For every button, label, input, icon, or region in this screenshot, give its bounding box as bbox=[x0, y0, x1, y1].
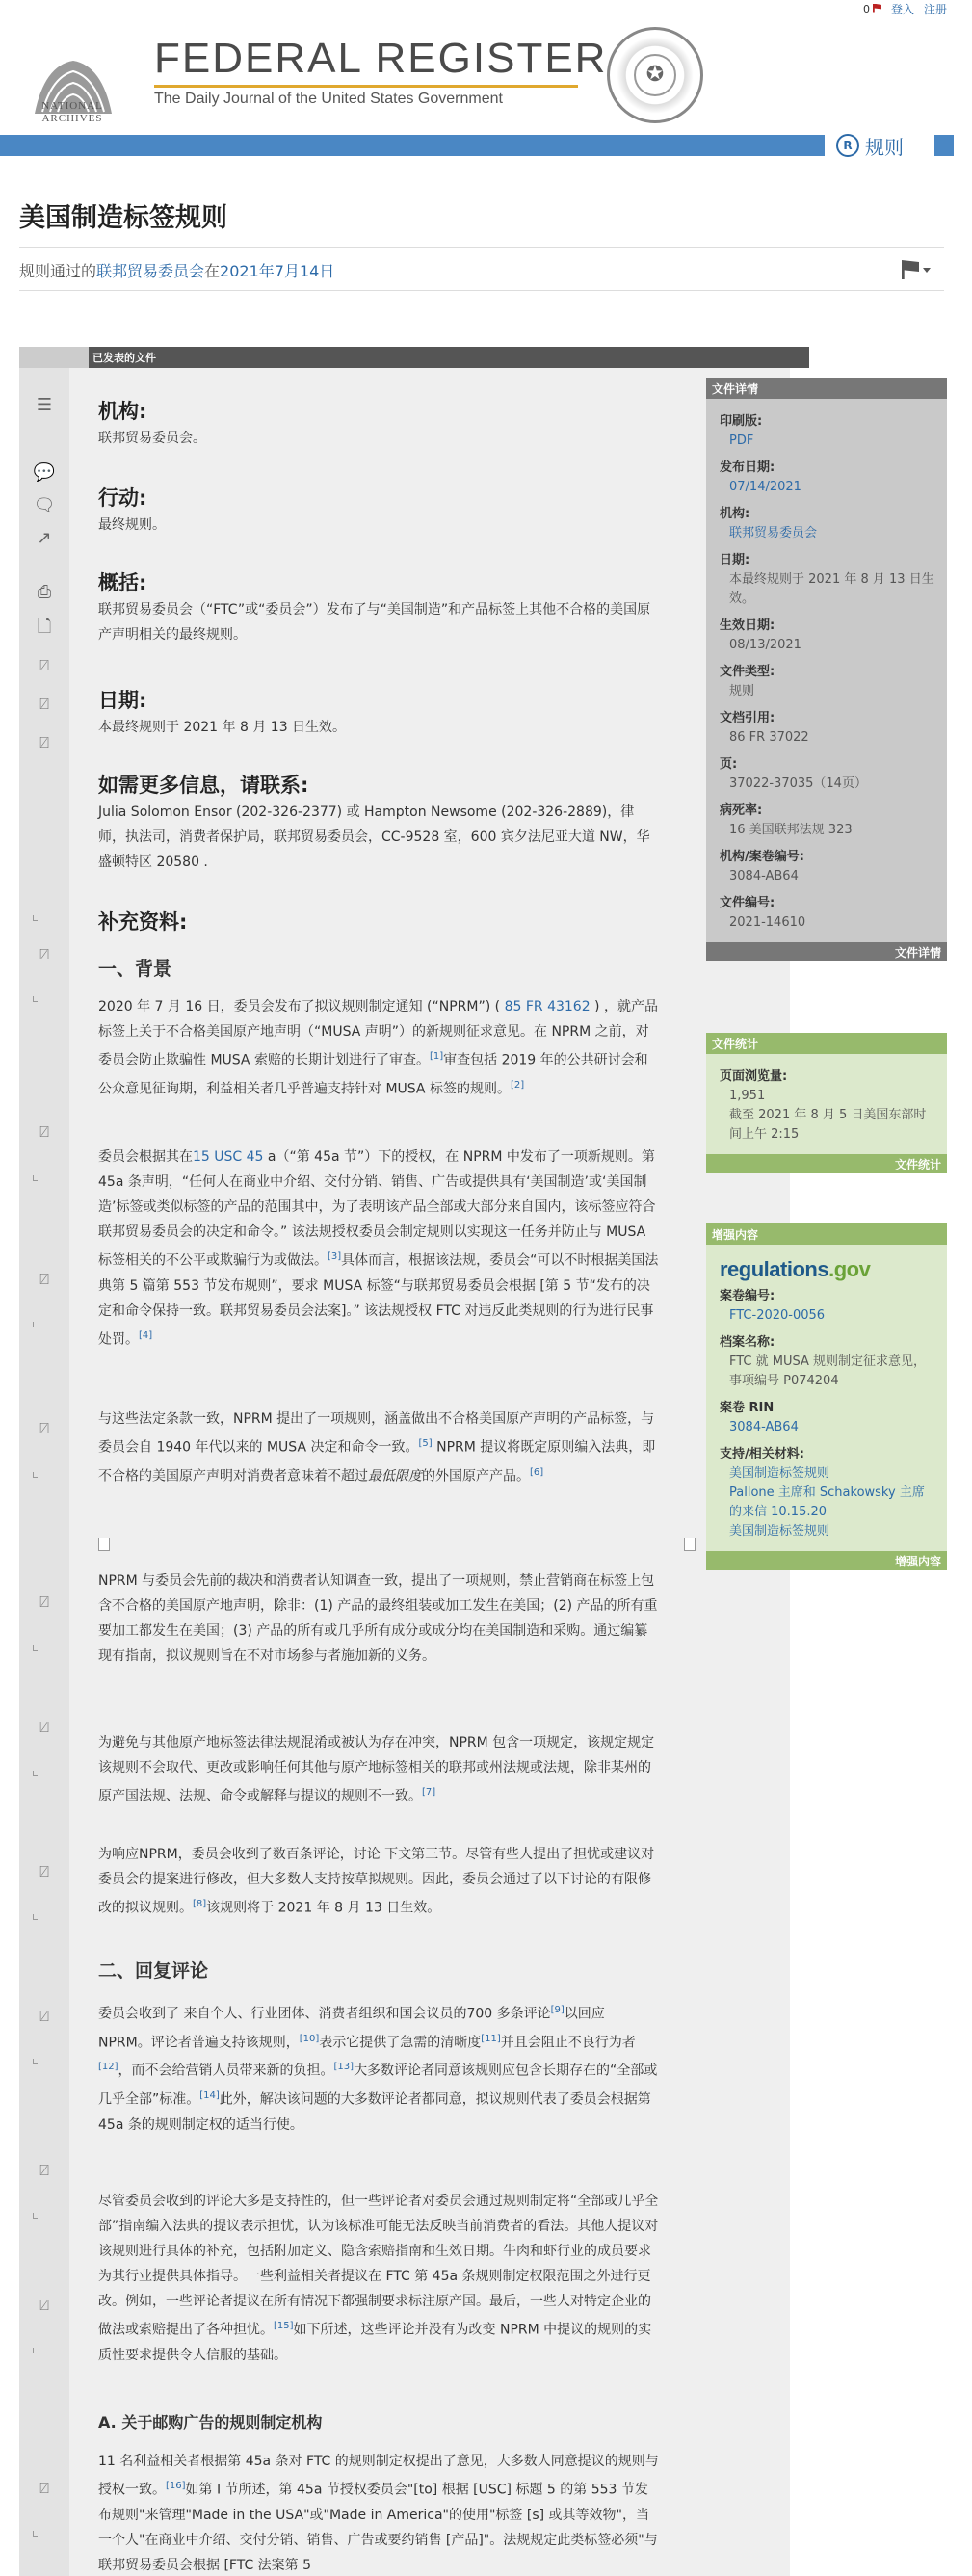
eagle-icon: ✪ bbox=[634, 54, 676, 96]
footnote-link[interactable]: [15] bbox=[274, 2321, 294, 2331]
footnote-link[interactable]: [6] bbox=[530, 1466, 544, 1478]
publication-date-link[interactable]: 2021年7月14日 bbox=[220, 262, 335, 280]
paragraph: 委员会收到了 来自个人、行业团体、消费者组织和国会议员的700 多条评论[9]以回应 NPRM。评论者普遍支持该规则，[10]表示它提供了急需的清晰度[11]并且会阻止不良行为者[12]，而不会给营销人员带来新的负担。[13]大多数评论者同意该规则应包含长期存在的“全部或几乎全部”标准。[14]此外，解决该问题的大多数评论者都同意，拟议规则代表了委员会根据第 45a 条的规则制定权的适当行使。 bbox=[98, 2005, 658, 2133]
title-underline bbox=[154, 85, 578, 88]
register-link[interactable]: 注册 bbox=[923, 2, 947, 16]
background-heading: 一、背景 bbox=[98, 959, 172, 980]
archives-seal-icon bbox=[607, 27, 703, 123]
pdf-icon[interactable]: ⍁ bbox=[39, 656, 49, 674]
header-band bbox=[0, 135, 825, 156]
pdf-page-icon[interactable]: ⍁ bbox=[39, 1419, 49, 1437]
national-archives-eagle-logo[interactable] bbox=[25, 37, 121, 143]
flag-menu-button[interactable] bbox=[902, 259, 931, 280]
action-section: 行动: 最终规则。 bbox=[98, 484, 659, 538]
rin-link[interactable]: 3084-AB64 bbox=[729, 1420, 799, 1434]
page-marker-icon[interactable] bbox=[684, 1538, 696, 1551]
pdf-page-icon[interactable]: ⍁ bbox=[39, 2479, 49, 2497]
dates-heading: 日期: bbox=[98, 689, 147, 712]
comment-icon[interactable]: 💬 bbox=[33, 462, 56, 483]
background-section bbox=[98, 956, 659, 983]
contact-heading: 如需更多信息，请联系: bbox=[98, 774, 309, 797]
pdf-page-icon[interactable]: ⍁ bbox=[39, 945, 49, 963]
rule-label: 规则 bbox=[865, 135, 904, 159]
paragraph: 与这些法定条款一致，NPRM 提出了一项规则，涵盖做出不合格美国原产声明的产品标签，与委员会自 1940 年代以来的 MUSA 决定和命令一致。[5] NPRM 提议将既定原则编入法典，即不合格的美国原产声明对消费者意味着不超过最低限度的外国原产产品。[6] bbox=[98, 1411, 656, 1485]
user-bar bbox=[863, 0, 947, 17]
action-heading: 行动: bbox=[98, 486, 147, 510]
rule-icon: R bbox=[836, 134, 859, 157]
document-toolbar bbox=[19, 368, 69, 2576]
comments-icon[interactable]: 🗨 bbox=[33, 495, 56, 515]
usc-link[interactable]: 15 USC 45 bbox=[193, 1149, 264, 1165]
footnote-link[interactable]: [10] bbox=[299, 2033, 320, 2044]
paragraph: NPRM 与委员会先前的裁决和消费者认知调查一致，提出了一项规则，禁止营销商在标签上包含不合格的美国原产地声明，除非：(1) 产品的最终组装或加工发生在美国；(2) 产品的所有重要加工都发生在美国；(3) 产品的所有或几乎所有成分或成分均在美国制造和采购。通过编纂现有指南，拟议规则旨在不对市场参与者施加新的义务。 bbox=[98, 1573, 658, 1664]
paragraph: 2020 年 7 月 16 日，委员会发布了拟议规则制定通知 (“NPRM”) ( 85 FR 43162 ) ，就产品标签上关于不合格美国原产地声明（“MUSA 声明”）的新规则征求意见。在 NPRM 之前，对委员会防止欺骗性 MUSA 索赔的长期计划进行了审查。[1]审查包括 2019 年的公共研讨会和公众意见征询期，利益相关者几乎普遍支持针对 MUSA 标签的规则。[2] bbox=[98, 999, 658, 1097]
pdf-page-icon[interactable]: ⍁ bbox=[39, 1592, 49, 1611]
agency-link[interactable]: 联邦贸易委员会 bbox=[96, 262, 205, 280]
document-type-rule[interactable] bbox=[836, 131, 904, 160]
document-details-panel: 文件详情 印刷版: PDF 发布日期: 07/14/2021 机构: 联邦贸易委员会 日期: 本最终规则于 2021 年 8 月 13 日生效。 生效日期: 08/13/2021 文件类型: 规则 文档引用: 86 FR 37022 页: 37022-37035（14页） 病死率: 16 美国联邦法规 323 机构/案卷编号: 3084-AB64 文件编号: 2021-14610 文件详情 bbox=[706, 378, 947, 961]
comments-section bbox=[98, 1958, 659, 1985]
comments-heading: 二、回复评论 bbox=[98, 1960, 209, 1982]
flag-icon bbox=[873, 4, 881, 13]
paragraph: 11 名利益相关者根据第 45a 条对 FTC 的规则制定权提出了意见，大多数人同意提议的规则与授权一致。[16]如第 I 节所述，第 45a 节授权委员会"[to] 根据 [USC] 标题 5 的第 553 节发布规则"来管理"Made in the USA"或"Made in America"的使用"标签 [s] 或其等效物"，当一个人"在商业中介绍、交付分销、销售、广告或要约销售 [产品]"。法规规定此类标签必须"与联邦贸易委员会根据 [FTC 法案第 5 bbox=[98, 2454, 659, 2573]
pdf-page-icon[interactable]: ⍁ bbox=[39, 2161, 49, 2179]
pdf-page-icon[interactable]: ⍁ bbox=[39, 1122, 49, 1141]
publication-date-link[interactable]: 07/14/2021 bbox=[729, 480, 801, 494]
pdf-page-icon[interactable]: ⍁ bbox=[39, 2007, 49, 2025]
document-statistics-panel: 文件统计 页面浏览量: 1,951 截至 2021 年 8 月 5 日美国东部时间上午 2:15 文件统计 bbox=[706, 1033, 947, 1173]
site-header bbox=[0, 17, 972, 131]
footnote-link[interactable]: [13] bbox=[333, 2062, 355, 2073]
print-icon[interactable]: ⎙ bbox=[37, 582, 52, 602]
footnote-link[interactable]: [7] bbox=[422, 1787, 436, 1798]
pdf-icon[interactable]: ⍁ bbox=[39, 733, 49, 751]
regulations-gov-logo[interactable]: regulations.gov bbox=[720, 1257, 871, 1281]
footnote-link[interactable]: [9] bbox=[550, 2005, 565, 2015]
paragraph: 为避免与其他原产地标签法律法规混淆或被认为存在冲突，NPRM 包含一项规定，该规定规定该规则不会取代、更改或影响任何其他与原产地标签相关的联邦或州法规或法规，除非某州的原产国法规、法规、命令或解释与提议的规则不一致。[7] bbox=[98, 1735, 655, 1804]
pdf-icon[interactable]: ⍁ bbox=[39, 695, 49, 713]
federal-register-subtitle: The Daily Journal of the United States Government bbox=[154, 91, 503, 107]
published-document-tab: 已发表的文件 bbox=[89, 347, 809, 368]
agency-section: 机构: 联邦贸易委员会。 bbox=[98, 397, 659, 451]
pdf-page-icon[interactable]: ⍁ bbox=[39, 2296, 49, 2314]
pdf-page-icon[interactable]: ⍁ bbox=[39, 1862, 49, 1880]
agency-heading: 机构: bbox=[98, 400, 147, 423]
supporting-material-link[interactable]: 美国制造标签规则 bbox=[729, 1524, 830, 1538]
pdf-page-icon[interactable]: ⍁ bbox=[39, 1270, 49, 1288]
chevron-down-icon bbox=[923, 268, 931, 273]
pdf-page-icon[interactable]: ⍁ bbox=[39, 1718, 49, 1736]
paragraph: 为响应NPRM，委员会收到了数百条评论，讨论 下文第三节。尽管有些人提出了担忧或建议对委员会的提案进行修改，但大多数人支持按草拟规则。因此，委员会通过了以下讨论的有限修改的拟议规则。[8]该规则将于 2021 年 8 月 13 日生效。 bbox=[98, 1847, 655, 1916]
share-icon[interactable]: ↗ bbox=[37, 528, 52, 548]
footnote-link[interactable]: [16] bbox=[166, 2481, 186, 2491]
pdf-link[interactable]: PDF bbox=[729, 434, 754, 448]
footnote-link[interactable]: [14] bbox=[199, 2090, 220, 2101]
supporting-material-link[interactable]: Pallone 主席和 Schakowsky 主席的来信 10.15.20 bbox=[729, 1485, 925, 1519]
summary-section: 概括: 联邦贸易委员会（“FTC”或“委员会”）发布了与“美国制造”和产品标签上其他不合格的美国原产声明相关的最终规则。 bbox=[98, 568, 659, 647]
agency-link[interactable]: 联邦贸易委员会 bbox=[729, 526, 818, 540]
document-icon[interactable]: 🗋 bbox=[37, 617, 52, 637]
footnote-link[interactable]: [1] bbox=[429, 1051, 444, 1062]
enhanced-content-panel: 增强内容 regulations.gov 案卷编号: FTC-2020-0056 档案名称: FTC 就 MUSA 规则制定征求意见，事项编号 P074204 案卷 RIN 3084-AB64 支持/相关材料: 美国制造标签规则 Pallone 主席和 Schakowsky 主席的来信 10.15.20 美国制造标签规则 增强内容 bbox=[706, 1223, 947, 1570]
supplementary-heading: 补充资料: bbox=[98, 910, 188, 933]
notification-count[interactable]: 0 bbox=[863, 3, 881, 15]
document-statistics-heading: 文件统计 bbox=[706, 1033, 947, 1054]
paragraph: 尽管委员会收到的评论大多是支持性的，但一些评论者对委员会通过规则制定将“全部或几乎全部”指南编入法典的提议表示担忧，认为该标准可能无法反映当前消费者的看法。其他人提议对该规则进行具体的补充，包括附加定义、隐含索赔指南和生效日期。牛肉和虾行业的成员要求为其行业提供具体指导。一些利益相关者提议在 FTC 第 45a 条规则制定权限范围之外进行更改。例如，一些评论者提议在所有情况下都强制要求标注原产国。最后，一些人对特定企业的做法或索赔提出了各种担忧。[15]如下所述，这些评论并没有为改变 NPRM 中提议的规则的实质性要求提供令人信服的基础。 bbox=[98, 2194, 659, 2363]
supplementary-section bbox=[98, 907, 659, 936]
footnote-link[interactable]: [12] bbox=[98, 2062, 118, 2073]
citation-link[interactable]: 85 FR 43162 bbox=[504, 999, 591, 1014]
national-archives-text: NATIONAL ARCHIVES bbox=[41, 100, 103, 124]
paragraph: 委员会根据其在15 USC 45 a（“第 45a 节”）下的授权，在 NPRM 中发布了一项新规则。第 45a 条声明，“任何人在商业中介绍、交付分销、销售、广告或提供具有‘美国制造’或‘美国制造’标签或类似标签的产品的范围其中，为了表明该产品全部或大部分来自国内，该标签应符合联邦贸易委员会的决定和命令。” 该法规授权委员会制定规则以实现这一任务并防止与 MUSA 标签相关的不公平或欺骗行为或做法。[3]具体而言，根据该法规，委员会“可以不时根据美国法典第 5 篇第 553 节发布规则”，要求 MUSA 标签“与联邦贸易委员会根据 [第 5 节“发布的决定和命令保持一致。联邦贸易委员会法案]。” 该法规授权 FTC 对违反此类规则的行为进行民事处罚。[4] bbox=[98, 1149, 659, 1348]
page-marker-icon[interactable] bbox=[98, 1538, 110, 1551]
enhanced-content-heading: 增强内容 bbox=[706, 1223, 947, 1245]
page-title: 美国制造标签规则 bbox=[19, 203, 227, 233]
dates-section: 日期: 本最终规则于 2021 年 8 月 13 日生效。 bbox=[98, 686, 659, 740]
contact-section: 如需更多信息，请联系: Julia Solomon Ensor (202-326-2377) 或 Hampton Newsome (202-326-2889)，律师，执法司，消费者保护局，联邦贸易委员会，CC-9528 室，600 宾夕法尼亚大道 NW，华盛顿特区 20580 . bbox=[98, 771, 659, 875]
footnote-link[interactable]: [5] bbox=[418, 1438, 433, 1449]
footnote-link[interactable]: [3] bbox=[328, 1251, 342, 1262]
header-band-end bbox=[934, 135, 954, 156]
document-details-heading: 文件详情 bbox=[706, 378, 947, 399]
supporting-material-link[interactable]: 美国制造标签规则 bbox=[729, 1466, 830, 1481]
subsection-a bbox=[98, 2410, 659, 2435]
table-of-contents-icon[interactable]: ☰ bbox=[36, 395, 53, 415]
footnote-link[interactable]: [2] bbox=[510, 1079, 525, 1091]
docket-link[interactable]: FTC-2020-0056 bbox=[729, 1308, 826, 1323]
footnote-link[interactable]: [4] bbox=[139, 1329, 153, 1341]
flag-icon bbox=[902, 260, 919, 279]
summary-heading: 概括: bbox=[98, 571, 147, 594]
subsection-a-heading: A. 关于邮购广告的规则制定机构 bbox=[98, 2413, 323, 2431]
footnote-link[interactable]: [11] bbox=[481, 2033, 501, 2044]
footnote-link[interactable]: [8] bbox=[193, 1899, 207, 1909]
federal-register-title[interactable]: FEDERAL REGISTER bbox=[154, 35, 608, 82]
login-link[interactable]: 登入 bbox=[890, 2, 914, 16]
document-byline: 规则通过的联邦贸易委员会在2021年7月14日 bbox=[19, 247, 944, 291]
